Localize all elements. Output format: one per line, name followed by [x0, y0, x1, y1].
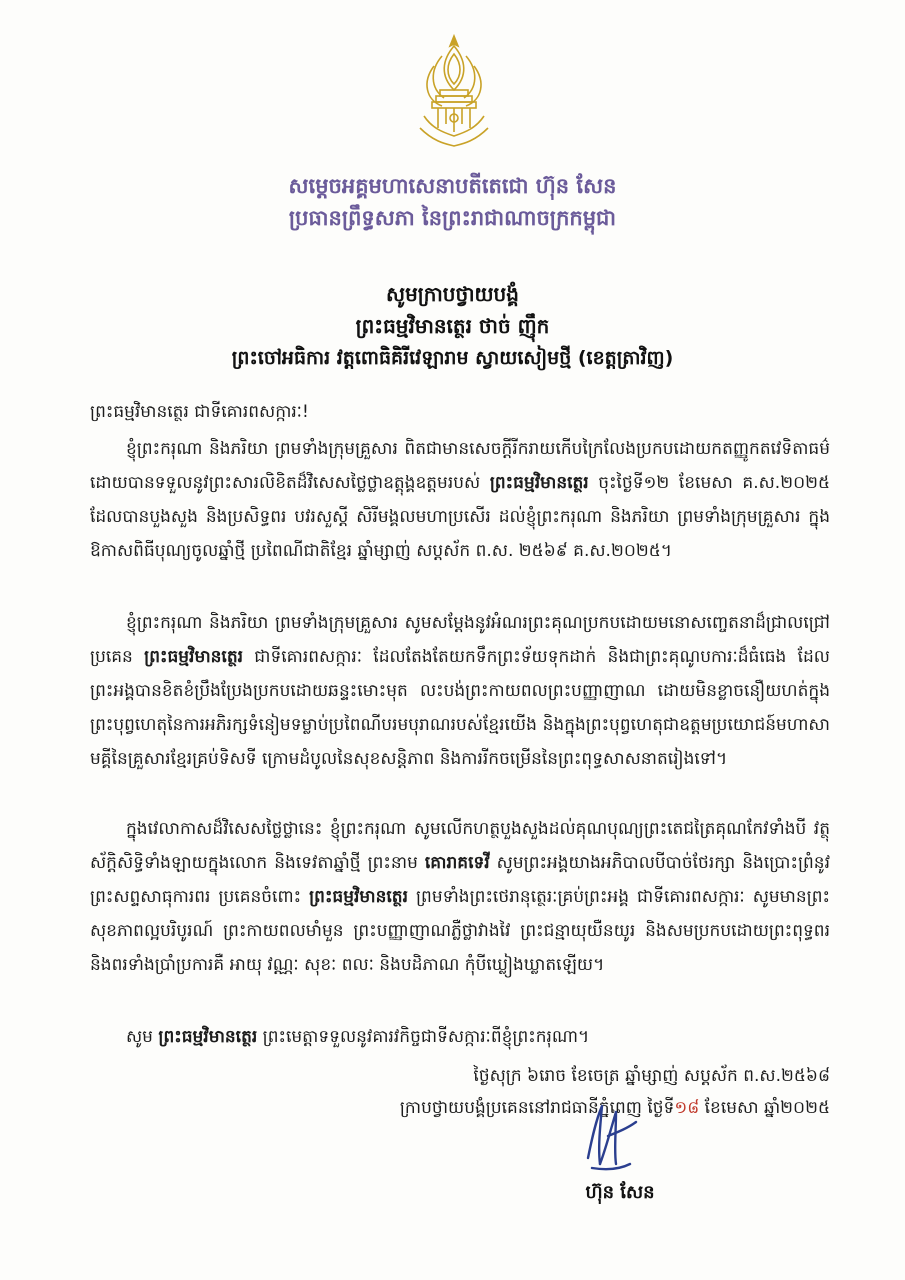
- paragraph-2-text-a: ខ្ញុំព្រះករុណា និងភរិយា ព្រមទាំងក្រុមគ្រួសារ សូមសម្តែងនូវអំណរព្រះគុណប្រកបដោយមនោសញ្ចេតនាដ៏ជ្រាលជ្រៅប្រគេន: [90, 613, 830, 667]
- solar-date-text-a: ក្រាបថ្វាយបង្គំប្រគេននៅរាជធានីភ្នំពេញ ថ្ងៃទី: [399, 1098, 675, 1118]
- closing-bold: ព្រះធម្មវិមានត្ថេរ: [158, 1027, 258, 1047]
- solar-date-day: ១៨: [674, 1098, 700, 1118]
- closing-line: [90, 1020, 830, 1054]
- paragraph-2-text-b: ជាទីគោរពសក្ការៈ ដែលតែងតែយកទឹកព្រះទ័យទុកដាក់ និងជាព្រះគុណូបការៈដ៏ធំធេង ដែលព្រះអង្គបានខិតខំប្រឹងប្រែងប្រកបដោយឆន្ទះមោះមុត លះបង់ព្រះកាយពលព្រះបញ្ញាញាណ ដោយមិនខ្លាចនឿយហត់ក្នុងព្រះបុព្វហេតុនៃការអភិរក្សទំនៀមទម្លាប់ប្រពៃណីបរមបុរាណរបស់ខ្មែរយើង និងក្នុងព្រះបុព្វហេតុជាឧត្តមប្រយោជន៍មហាសាមគ្គីនៃគ្រួសារខ្មែរគ្រប់ទិសទី ក្រោមដំបូលនៃសុខសន្តិភាព និងការរីកចម្រើននៃព្រះពុទ្ធសាសនាតរៀងទៅ។: [90, 647, 830, 769]
- closing-text-b: ព្រះមេត្តាទទួលនូវគារវកិច្ចជាទីសក្ការៈពីខ្ញុំព្រះករុណា។: [257, 1027, 590, 1047]
- paragraph-3-bold-2: ព្រះធម្មវិមានត្ថេរ: [309, 887, 408, 907]
- closing-text-a: សូម: [126, 1027, 159, 1047]
- recipient-greeting: សូមក្រាបថ្វាយបង្គំ: [386, 282, 519, 306]
- sender-title: ប្រធានព្រឹទ្ធសភា នៃព្រះរាជាណាចក្រកម្ពុជា: [288, 206, 617, 230]
- salutation: ព្រះធម្មវិមានត្ថេរ ជាទីគោរពសក្ការៈ!: [90, 402, 309, 422]
- recipient-name: ព្រះធម្មវិមានត្ថេរ ថាច់ ញ៉ឹក: [355, 314, 550, 338]
- recipient-title: ព្រះចៅអធិការ វត្តពោធិគិរីវេឡារាម ស្វាយសៀមថ្មី (ខេត្តត្រាវិញ): [231, 347, 674, 369]
- paragraph-2-bold: ព្រះធម្មវិមានត្ថេរ: [144, 647, 244, 667]
- paragraph-3-bold-1: គោរាគទេវី: [424, 853, 490, 873]
- paragraph-3-text-b: សូមព្រះអង្គយាងអភិបាលបីបាច់ថែរក្សា និងប្រោះព្រំនូវព្រះសព្ទសាធុការពរ ប្រគេនចំពោះ: [90, 853, 830, 907]
- paragraph-1: [90, 432, 830, 568]
- paragraph-1-text-a: ខ្ញុំព្រះករុណា និងភរិយា ព្រមទាំងក្រុមគ្រួសារ ពិតជាមានសេចក្តីរីករាយកើបក្រៃលែងប្រកបដោយកតញ្ញូកតវេទិតាធម៌ ដោយបានទទួលនូវព្រះសារលិខិតដ៏វិសេសថ្លៃថ្លាឧត្តុង្គឧត្តមរបស់: [90, 439, 830, 493]
- sender-name: សម្តេចអគ្គមហាសេនាបតីតេជោ ហ៊ុន សែន: [288, 174, 617, 198]
- signer-name: ហ៊ុន សែន: [585, 1182, 655, 1203]
- paragraph-1-text-b: ចុះថ្ងៃទី១២ ខែមេសា គ.ស.២០២៥ ដែលបានបួងសួង និងប្រសិទ្ធពរ បវរសួស្តី សិរីមង្គលមហាប្រសើរ ដល់ខ្ញុំព្រះករុណា និងភរិយា ព្រមទាំងក្រុមគ្រួសារ ក្នុងឱកាសពិធីបុណ្យចូលឆ្នាំថ្មី ប្រពៃណីជាតិខ្មែរ ឆ្នាំម្សាញ់ សប្តស័ក ព.ស. ២៥៦៩ គ.ស.២០២៥។: [90, 473, 831, 561]
- signature-icon: [578, 1098, 648, 1178]
- paragraph-2: [90, 606, 830, 776]
- lunar-date: ថ្ងៃសុក្រ ៦រោច ខែចេត្រ ឆ្នាំម្សាញ់ សប្តស័ក ព.ស.២៥៦៨: [473, 1066, 830, 1086]
- paragraph-3: [90, 812, 830, 982]
- solar-date-text-b: ខែមេសា ឆ្នាំ២០២៥: [699, 1098, 830, 1118]
- senate-emblem-icon: [412, 32, 496, 150]
- paragraph-3-text-c: ព្រមទាំងព្រះថេរានុត្ថេរៈគ្រប់ព្រះអង្គ ជាទីគោរពសក្ការៈ សូមមានព្រះសុខភាពល្អបរិបូរណ៍ ព្រះកាយពលមាំមួន ព្រះបញ្ញាញាណភ្លឺថ្លាវាងវៃ ព្រះជន្មាយុយឺនយូរ និងសមប្រកបដោយព្រះពុទ្ធពរ និងពរទាំងប្រាំប្រការគឺ អាយុ វណ្ណៈ សុខៈ ពលៈ និងបដិភាណ កុំបីឃ្លៀងឃ្លាតឡើយ។: [90, 887, 830, 975]
- paragraph-1-bold: ព្រះធម្មវិមានត្ថេរ: [489, 473, 589, 493]
- paragraph-3-text-a: ក្នុងវេលាកាសដ៏វិសេសថ្លៃថ្លានេះ ខ្ញុំព្រះករុណា សូមលើកហត្ថបួងសួងដល់គុណបុណ្យព្រះតេជត្រៃគុណកែវទាំងបី វត្ថុស័ក្តិសិទ្ធិទាំងឡាយក្នុងលោក និងទេវតាឆ្នាំថ្មី ព្រះនាម: [90, 819, 830, 873]
